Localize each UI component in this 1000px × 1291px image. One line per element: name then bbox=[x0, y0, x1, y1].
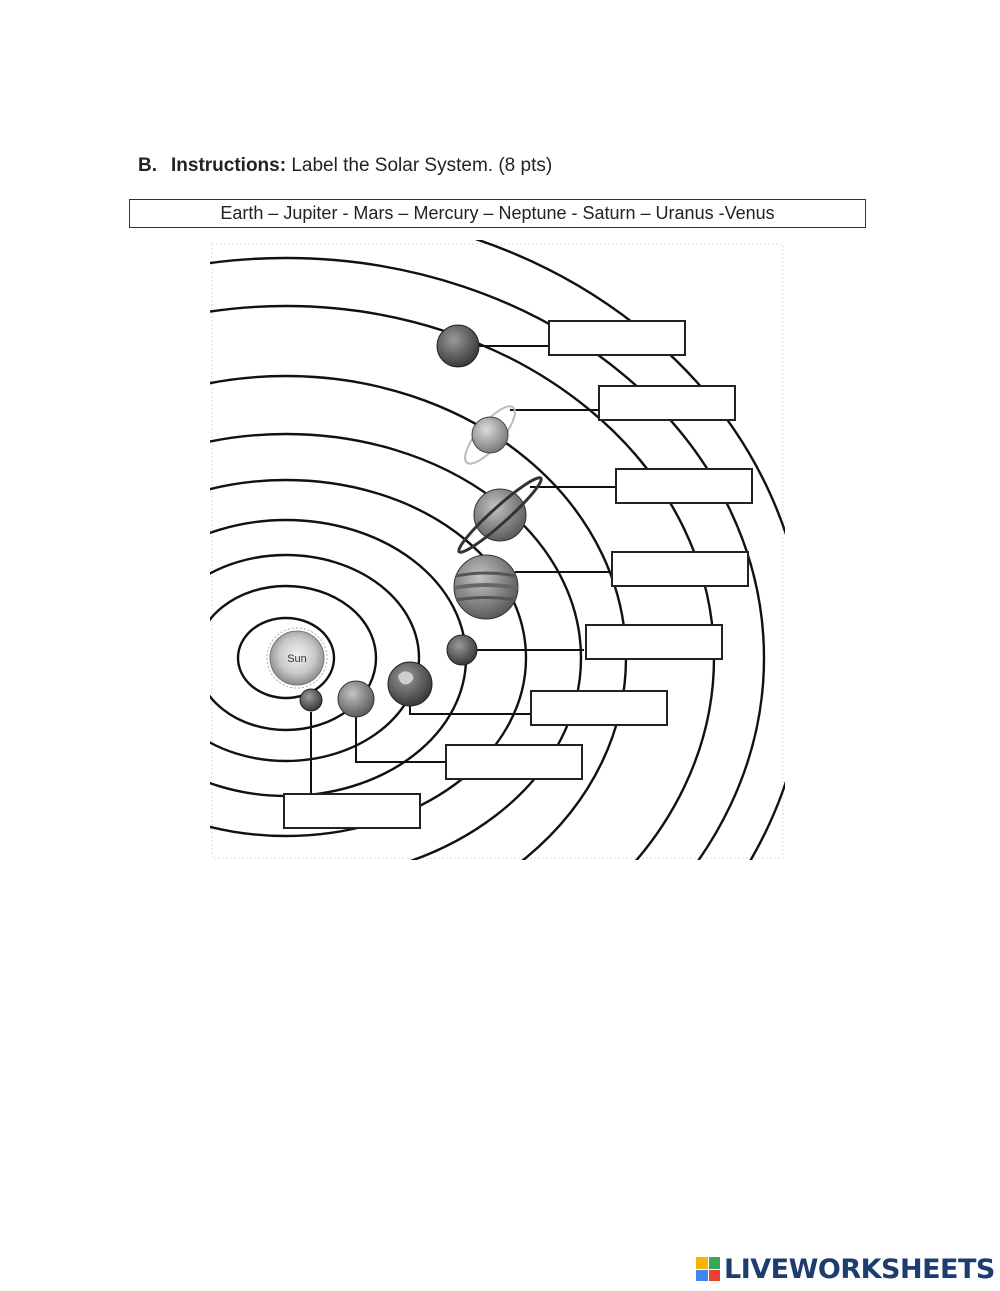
answer-box-5[interactable] bbox=[585, 624, 723, 660]
planet-mercury bbox=[300, 689, 322, 711]
answer-box-1[interactable] bbox=[548, 320, 686, 356]
sun-label: Sun bbox=[287, 653, 307, 665]
logo-block-4 bbox=[709, 1270, 721, 1282]
section-letter: B. bbox=[138, 155, 157, 176]
orbit-uranus bbox=[210, 376, 626, 860]
instructions bbox=[138, 155, 552, 177]
planet-saturn bbox=[454, 472, 546, 557]
answer-box-7[interactable] bbox=[445, 744, 583, 780]
instructions-bold: Instructions: bbox=[171, 155, 287, 176]
answer-box-6[interactable] bbox=[530, 690, 668, 726]
liveworksheets-logo bbox=[696, 1251, 995, 1287]
planet-neptune bbox=[437, 325, 479, 367]
logo-block-3 bbox=[696, 1270, 708, 1282]
logo-text: LIVEWORKSHEETS bbox=[724, 1253, 995, 1285]
answer-box-2[interactable] bbox=[598, 385, 736, 421]
planet-earth bbox=[388, 662, 432, 706]
orbit-mars bbox=[210, 520, 466, 796]
planet-venus bbox=[338, 681, 374, 717]
answer-box-3[interactable] bbox=[615, 468, 753, 504]
planet-mars bbox=[447, 635, 477, 665]
logo-blocks-icon bbox=[696, 1257, 720, 1281]
leader-sun-region bbox=[284, 712, 311, 795]
answer-box-4[interactable] bbox=[611, 551, 749, 587]
orbit-jupiter bbox=[210, 480, 526, 836]
word-bank: Earth – Jupiter - Mars – Mercury – Neptune - Saturn – Uranus -Venus bbox=[129, 199, 866, 228]
logo-block-1 bbox=[696, 1257, 708, 1269]
logo-block-2 bbox=[709, 1257, 721, 1269]
planet-jupiter bbox=[454, 555, 518, 619]
answer-box-8[interactable] bbox=[283, 793, 421, 829]
sun bbox=[267, 628, 327, 688]
instructions-text: Label the Solar System. (8 pts) bbox=[286, 155, 553, 176]
